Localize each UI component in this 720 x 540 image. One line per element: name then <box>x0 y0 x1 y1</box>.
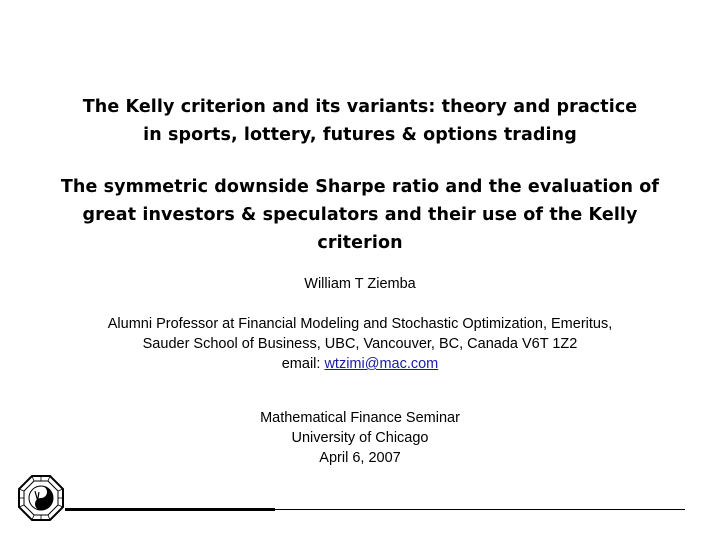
email-line <box>20 354 700 374</box>
event-venue: University of Chicago <box>291 430 429 446</box>
event-info <box>20 408 700 468</box>
footer-rule-thick <box>65 508 275 511</box>
subtitle-line-1: The symmetric downside Sharpe ratio and the evaluation of <box>60 177 660 197</box>
affiliation-address: Sauder School of Business, UBC, Vancouver, BC, Canada V6T 1Z2 <box>142 336 578 352</box>
email-label: email: <box>281 356 325 372</box>
affiliation <box>20 314 700 374</box>
affiliation-title: Alumni Professor at Financial Modeling and Stochastic Optimization, Emeritus, <box>107 316 613 332</box>
main-title <box>20 93 700 149</box>
subtitle-line-3: criterion <box>317 233 403 253</box>
subtitle <box>20 173 700 257</box>
event-name: Mathematical Finance Seminar <box>260 410 460 426</box>
footer-rule-thin <box>275 509 685 510</box>
subtitle-line-2: great investors & speculators and their use of the Kelly <box>82 205 638 225</box>
event-date: April 6, 2007 <box>319 450 401 466</box>
email-link[interactable]: wtzimi@mac.com <box>324 356 439 372</box>
university-logo-icon <box>17 474 65 522</box>
author-name: William T Ziemba <box>304 276 416 292</box>
main-title-line-1: The Kelly criterion and its variants: theory and practice <box>82 97 638 117</box>
main-title-line-2: in sports, lottery, futures & options trading <box>143 125 577 145</box>
